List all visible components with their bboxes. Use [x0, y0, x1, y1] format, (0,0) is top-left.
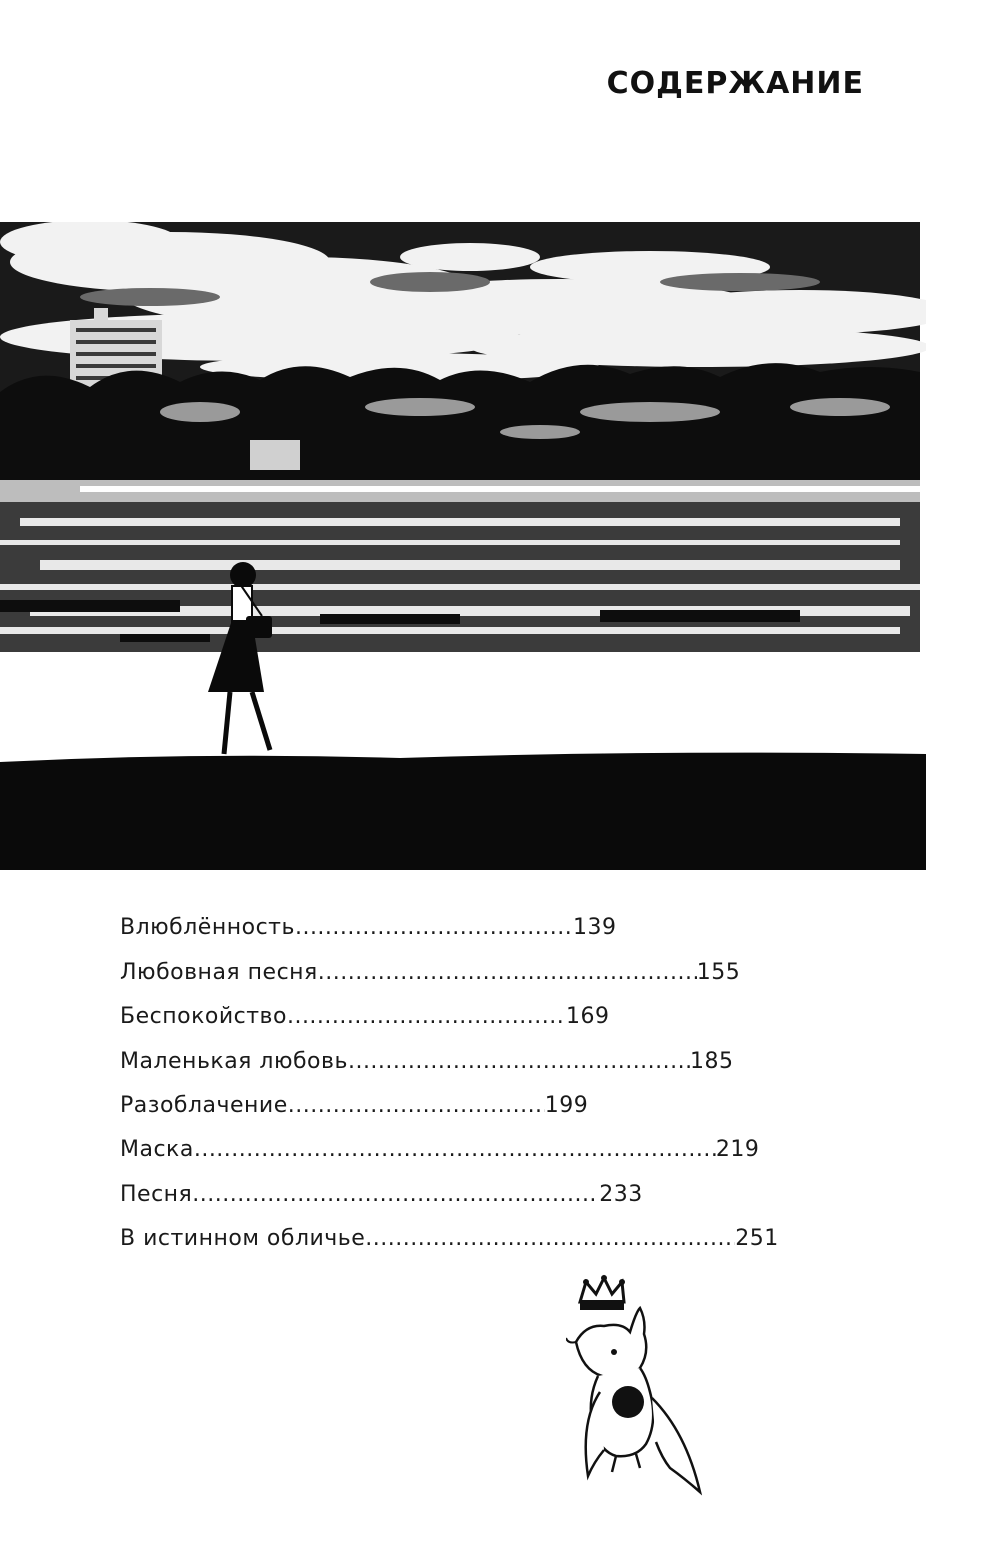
toc-entry-title: Любовная песня: [120, 959, 318, 985]
toc-leader-dots: [348, 1049, 690, 1074]
manga-illustration: [0, 222, 926, 870]
toc-entry-page: 139: [572, 915, 617, 941]
toc-leader-dots: [318, 960, 697, 985]
toc-entry-title: Влюблённость: [120, 915, 295, 941]
toc-entry-page: 233: [599, 1181, 643, 1207]
toc-leader-dots: [192, 1182, 599, 1207]
toc-entry-page: 185: [689, 1048, 734, 1074]
toc-entry[interactable]: [120, 1029, 840, 1073]
toc-leader-dots: [365, 1226, 735, 1251]
mascot-drawing: [566, 1272, 716, 1498]
toc-entry[interactable]: [120, 1118, 840, 1162]
toc-entry-page: 219: [715, 1137, 760, 1163]
toc-leader-dots: [287, 1004, 566, 1029]
toc-entry-page: 155: [696, 959, 741, 985]
toc-entry-title: Маленькая любовь: [120, 1048, 348, 1074]
crowned-creature-icon: [566, 1272, 716, 1498]
table-of-contents: [120, 896, 840, 1251]
toc-entry[interactable]: [120, 940, 840, 984]
toc-entry-page: 169: [565, 1004, 610, 1030]
toc-entry[interactable]: [120, 1162, 840, 1206]
toc-leader-dots: [288, 1093, 545, 1118]
toc-entry[interactable]: [120, 896, 840, 940]
toc-entry-title: В истинном обличье: [120, 1226, 366, 1252]
river-scene-icon: [0, 222, 926, 870]
toc-entry-title: Беспокойство: [120, 1004, 287, 1030]
toc-entry-page: 199: [544, 1092, 589, 1118]
toc-entry[interactable]: [120, 1207, 840, 1251]
toc-entry[interactable]: [120, 985, 840, 1029]
page-title: СОДЕРЖАНИЕ: [606, 66, 864, 101]
toc-entry[interactable]: [120, 1074, 840, 1118]
toc-entry-title: Маска: [120, 1137, 194, 1163]
toc-entry-title: Песня: [120, 1181, 193, 1207]
toc-entry-title: Разоблачение: [120, 1092, 288, 1118]
toc-leader-dots: [194, 1137, 716, 1162]
toc-entry-page: 251: [735, 1226, 779, 1252]
toc-leader-dots: [295, 915, 573, 940]
